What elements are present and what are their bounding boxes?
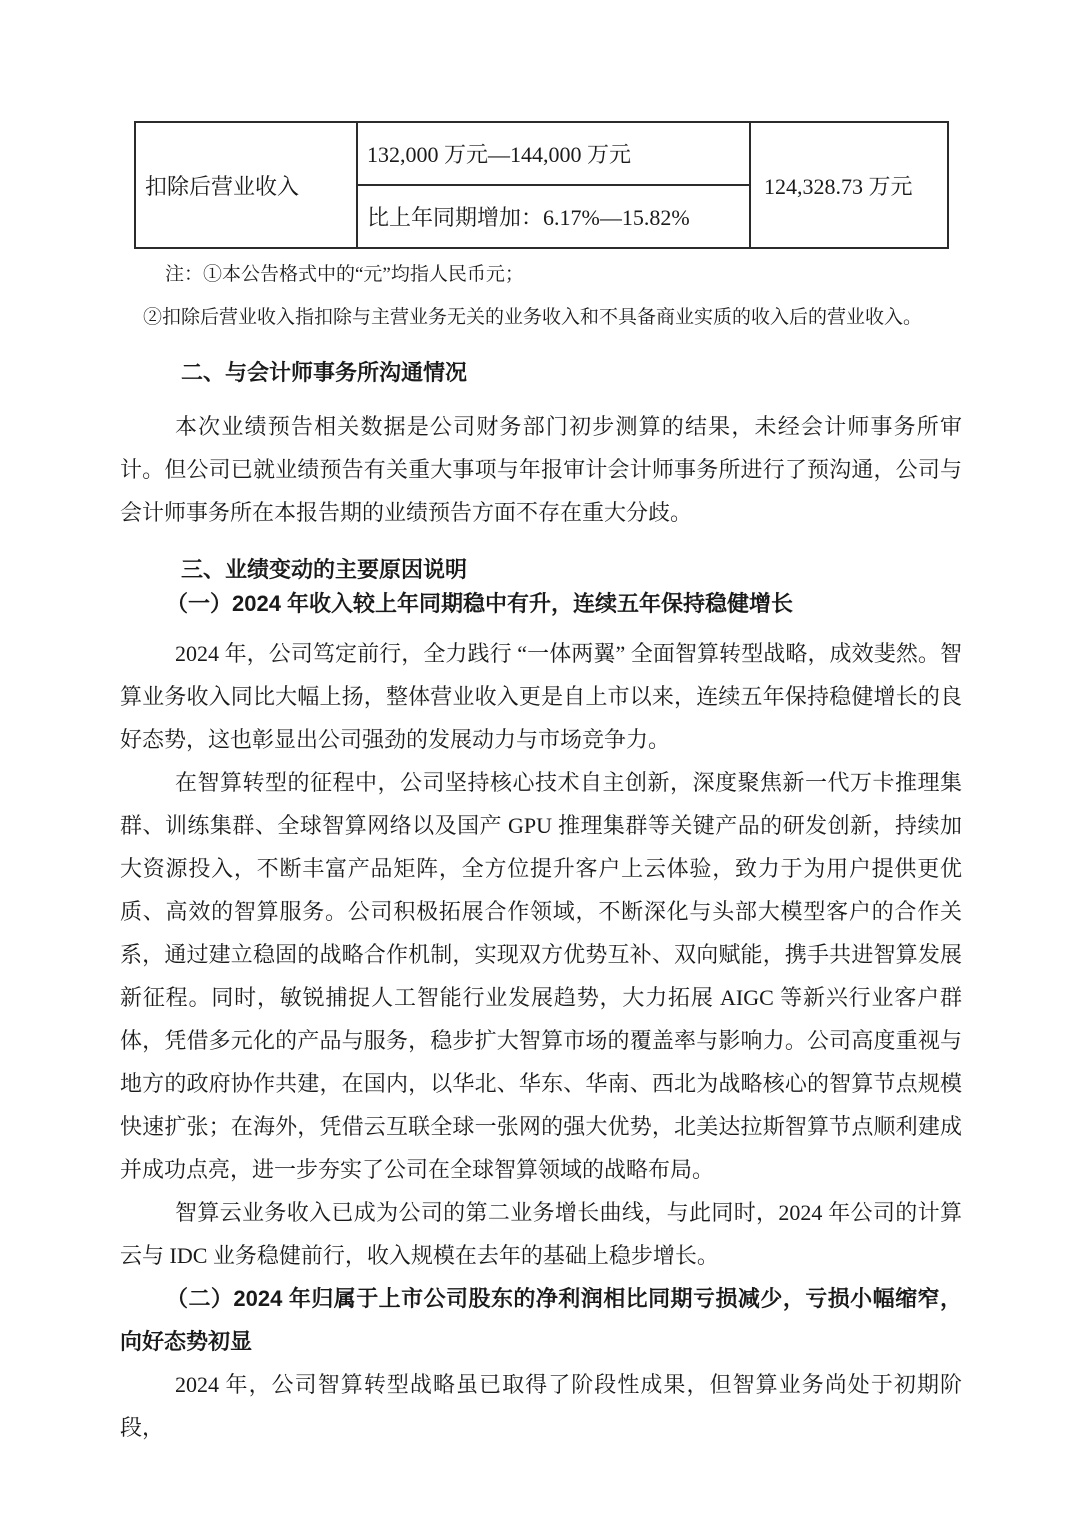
sub1-heading: （一）2024 年收入较上年同期稳中有升，连续五年保持稳健增长 <box>166 591 794 616</box>
table-row-label: 扣除后营业收入 <box>145 173 300 199</box>
table-middle-column <box>358 123 751 247</box>
deducted-revenue-table <box>134 121 949 249</box>
table-notes <box>120 253 962 339</box>
sub1-paragraph-1: 2024 年，公司笃定前行，全力践行 “一体两翼” 全面智算转型战略，成效斐然。智算业务收入同比大幅上扬，整体营业收入更是自上市以来，连续五年保持稳健增长的良好态势，这也彰显出公司强劲的发展动力与市场竞争力。 <box>120 641 962 752</box>
forecast-range-cell <box>358 123 749 186</box>
section2-paragraph: 本次业绩预告相关数据是公司财务部门初步测算的结果，未经会计师事务所审计。但公司已就业绩预告有关重大事项与年报审计会计师事务所进行了预沟通，公司与会计师事务所在本报告期的业绩预告方面不存在重大分歧。 <box>120 414 962 525</box>
sub2-heading: （二）2024 年归属于上市公司股东的净利润相比同期亏损减少，亏损小幅缩窄，向好态势初显 <box>120 1286 962 1354</box>
note-1: 注：①本公告格式中的“元”均指人民币元； <box>165 264 524 285</box>
note-2: ②扣除后营业收入指扣除与主营业务无关的业务收入和不具备商业实质的收入后的营业收入。 <box>143 307 923 328</box>
table-label-cell <box>136 123 358 247</box>
sub2-paragraph-1: 2024 年，公司智算转型战略虽已取得了阶段性成果，但智算业务尚处于初期阶段， <box>120 1372 962 1440</box>
prior-period-value: 124,328.73 万元 <box>764 173 913 199</box>
prior-period-cell <box>751 123 947 247</box>
sub1-paragraph-2: 在智算转型的征程中，公司坚持核心技术自主创新，深度聚焦新一代万卡推理集群、训练集群、全球智算网络以及国产 GPU 推理集群等关键产品的研发创新，持续加大资源投入，不断丰富产品矩阵，全方位提升客户上云体验，致力于为用户提供更优质、高效的智算服务。公司积极拓展合作领域，不断深化与头部大模型客户的合作关系，通过建立稳固的战略合作机制，实现双方优势互补、双向赋能，携手共进智算发展新征程。同时，敏锐捕捉人工智能行业发展趋势，大力拓展 AIGC 等新兴行业客户群体，凭借多元化的产品与服务，稳步扩大智算市场的覆盖率与影响力。公司高度重视与地方的政府协作共建，在国内，以华北、华东、华南、西北为战略核心的智算节点规模快速扩张；在海外，凭借云互联全球一张网的强大优势，北美达拉斯智算节点顺利建成并成功点亮，进一步夯实了公司在全球智算领域的战略布局。 <box>120 770 962 1182</box>
sub1-paragraph-3: 智算云业务收入已成为公司的第二业务增长曲线，与此同时，2024 年公司的计算云与 IDC 业务稳健前行，收入规模在去年的基础上稳步增长。 <box>120 1200 962 1268</box>
yoy-change-value: 比上年同期增加：6.17%—15.82% <box>367 205 690 230</box>
section3-heading: 三、业绩变动的主要原因说明 <box>181 557 468 582</box>
forecast-range-value: 132,000 万元—144,000 万元 <box>367 142 632 167</box>
section2-heading: 二、与会计师事务所沟通情况 <box>181 360 468 385</box>
document-content <box>120 121 962 1449</box>
yoy-change-cell <box>358 186 749 247</box>
